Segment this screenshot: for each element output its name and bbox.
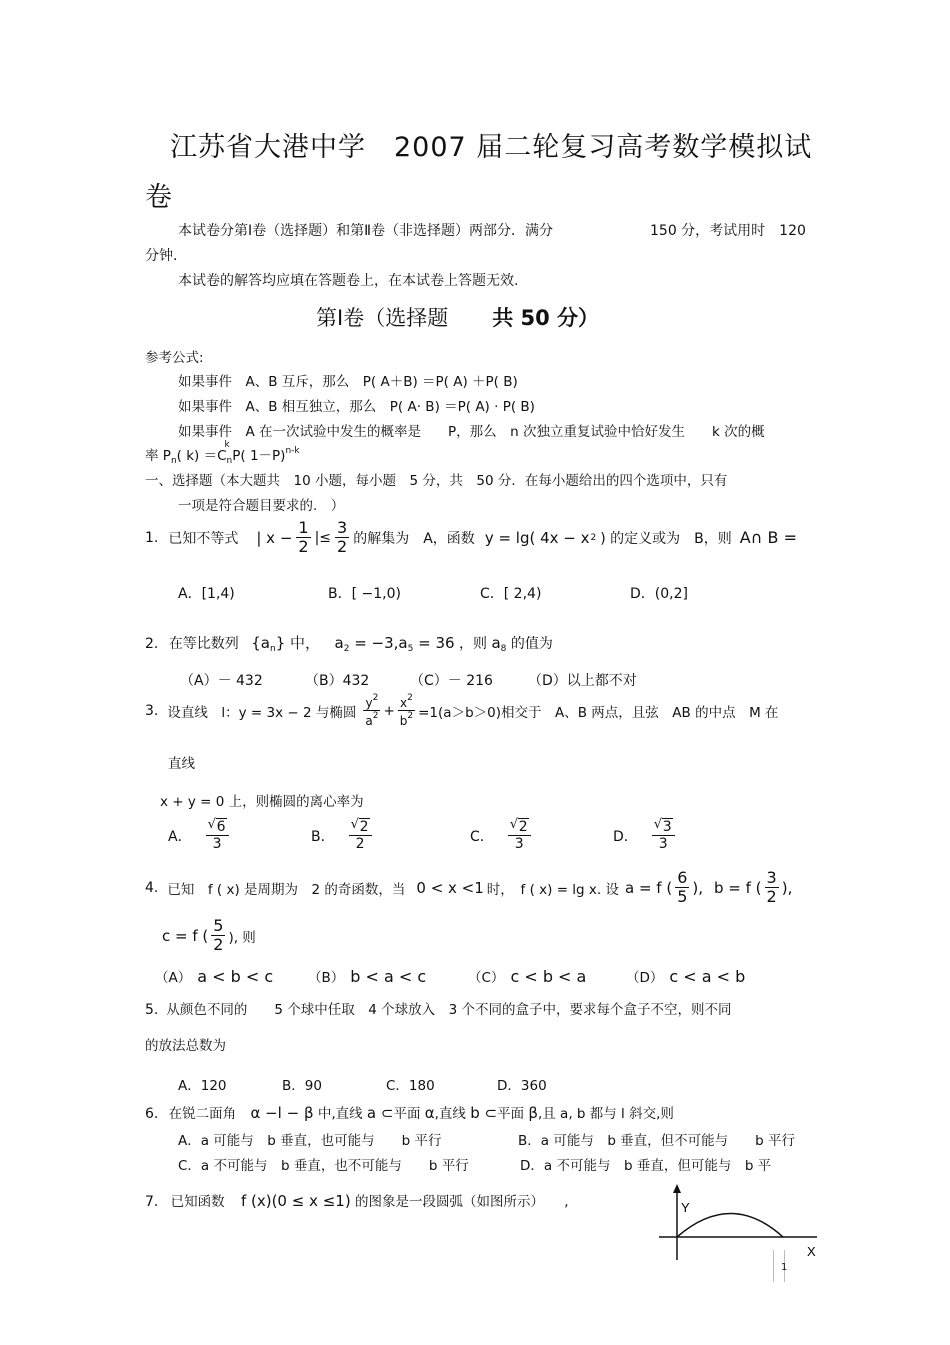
section-heading-total: 共 50 分） [492, 306, 600, 330]
q4-fraction-five-halves: $\frac{5}{2}$ [213, 916, 224, 954]
question-5-line-2: 的放法总数为 [145, 1038, 226, 1054]
q6-option-c[interactable]: C．a 不可能与 b 垂直，也不可能与 b 平行 [178, 1158, 469, 1174]
question-4: 4. 已知 f ( x) 是周期为 2 的奇函数，当 0 < x <1 时， f ( x) = lg x. 设 a = f ( $\frac{6}{5}$ ), b = f ( $\frac{3}{2}$ ), [145, 868, 793, 906]
q3-fraction-y2-a2: $\frac{y^2}{a^2}$ [365, 693, 379, 728]
intro-line-3: 本试卷的解答均应填在答题卷上，在本试卷上答题无效. [178, 273, 519, 289]
question-1: 1. 已知不等式 | x − $\frac{1}{2}$ |≤ $\frac{3}{2}$ 的解集为 A，函数 y = lg( 4x − x 2 ) 的定义或为 B，则 A∩ B = [145, 518, 797, 556]
graph-x-label: X [807, 1244, 816, 1259]
q5-option-c[interactable]: C．180 [386, 1078, 435, 1094]
formula-exclusive: 如果事件 A、B 互斥，那么 P( A＋B) ＝P( A) ＋P( B) [178, 374, 518, 390]
q3-line-2: 直线 [168, 756, 195, 772]
q2-option-d[interactable]: （D）以上都不对 [528, 673, 637, 689]
q1-fraction-one-half: $\frac{1}{2}$ [298, 518, 309, 556]
reference-heading: 参考公式: [145, 350, 204, 366]
q6-option-d[interactable]: D．a 不可能与 b 垂直，但可能与 b 平 [520, 1158, 772, 1174]
question-3: 3. 设直线 l：y = 3x − 2 与椭圆 $\frac{y^2}{a^2}$ + $\frac{x^2}{b^2}$ =1(a＞b＞0)相交于 A、B 两点，且弦 AB 的中点 M 在 [145, 693, 779, 728]
document-title-continued: 卷 [145, 182, 173, 213]
question-5: 5. 从颜色不同的 5 个球中任取 4 个球放入 3 个不同的盒子中，要求每个盒子不空，则不同 [145, 1002, 732, 1018]
q3-fraction-x2-b2: $\frac{x^2}{b^2}$ [399, 693, 414, 728]
question-6: 6. 在锐二面角 α −l − β 中,直线 a ⊂平面 α,直线 b ⊂平面 β,且 a, b 都与 l 斜交,则 [145, 1104, 674, 1122]
q4-option-a[interactable]: （A） a < b < c [155, 967, 274, 986]
graph-y-axis-arrow [673, 1184, 681, 1193]
q2-option-a[interactable]: （A）－ 432 [180, 673, 263, 689]
intro-line-1-score: 150 分，考试用时 120 [650, 223, 806, 239]
question-7: 7. 已知函数 f (x)(0 ≤ x ≤1) 的图象是一段圆弧（如图所示） , [145, 1192, 569, 1210]
q1-option-a[interactable]: A．[1,4) [178, 586, 235, 602]
q3-option-b[interactable]: B． √ 2 2 [311, 820, 372, 851]
q4-fraction-three-halves: $\frac{3}{2}$ [766, 868, 777, 906]
formula-binomial-line-1: 如果事件 A 在一次试验中发生的概率是 P，那么 n 次独立重复试验中恰好发生 k 次的概 [178, 424, 765, 440]
q6-option-a[interactable]: A．a 可能与 b 垂直，也可能与 b 平行 [178, 1133, 442, 1149]
q5-option-d[interactable]: D．360 [497, 1078, 547, 1094]
q2-option-b[interactable]: （B）432 [305, 673, 370, 689]
q6-option-b[interactable]: B．a 可能与 b 垂直，但不可能与 b 平行 [518, 1133, 796, 1149]
part1-instructions-line-2: 一项是符合题目要求的. ） [178, 498, 345, 514]
q1-fraction-three-halves: $\frac{3}{2}$ [337, 518, 348, 556]
q4-c-definition: c = f ( $\frac{5}{2}$ ), 则 [162, 916, 256, 954]
q3-line-3: x + y = 0 上，则椭圆的离心率为 [160, 794, 364, 810]
q4-option-c[interactable]: （C） c < b < a [468, 967, 587, 986]
intro-line-1: 本试卷分第Ⅰ卷（选择题）和第Ⅱ卷（非选择题）两部分．满分 [178, 223, 554, 239]
formula-independent: 如果事件 A、B 相互独立，那么 P( A· B) ＝P( A) · P( B) [178, 399, 535, 415]
page-number: 1 [781, 1262, 788, 1273]
graph-y-label: Y [681, 1200, 690, 1215]
q1-option-c[interactable]: C．[ 2,4) [480, 586, 542, 602]
graph-arc [677, 1214, 783, 1238]
q4-option-d[interactable]: （D） c < a < b [626, 967, 746, 986]
part1-instructions-line-1: 一、选择题（本大题共 10 小题，每小题 5 分，共 50 分．在每小题给出的四个选项中，只有 [145, 473, 728, 489]
q5-option-b[interactable]: B．90 [282, 1078, 322, 1094]
q1-option-d[interactable]: D．(0,2] [630, 586, 688, 602]
q1-option-b[interactable]: B．[ −1,0) [328, 586, 401, 602]
q4-fraction-six-fifths: $\frac{6}{5}$ [677, 868, 688, 906]
formula-binomial-line-2: 率 $P_n$( k) ＝C k $_n$P( 1－P)$^{n-k}$ [145, 440, 300, 466]
q5-option-a[interactable]: A．120 [178, 1078, 227, 1094]
section-heading [316, 302, 599, 332]
intro-line-2: 分钟. [145, 248, 178, 264]
arc-graph [655, 1180, 835, 1280]
q3-option-a[interactable]: A． √ 6 3 [168, 820, 229, 851]
question-2: 2. 在等比数列 $\{a_n\}$ 中， $a_2 = -3,a_5 = 36$ ，则 $a_8$ 的值为 [145, 634, 553, 654]
q3-option-d[interactable]: D． √ 3 3 [613, 820, 675, 851]
q3-option-c[interactable]: C． √ 2 3 [470, 820, 531, 851]
section-heading-text: 第Ⅰ卷（选择题 [316, 306, 449, 330]
q2-option-c[interactable]: （C）－ 216 [410, 673, 493, 689]
document-title: 江苏省大港中学 2007 届二轮复习高考数学模拟试 [170, 132, 813, 163]
q4-option-b[interactable]: （B） b < a < c [308, 967, 427, 986]
